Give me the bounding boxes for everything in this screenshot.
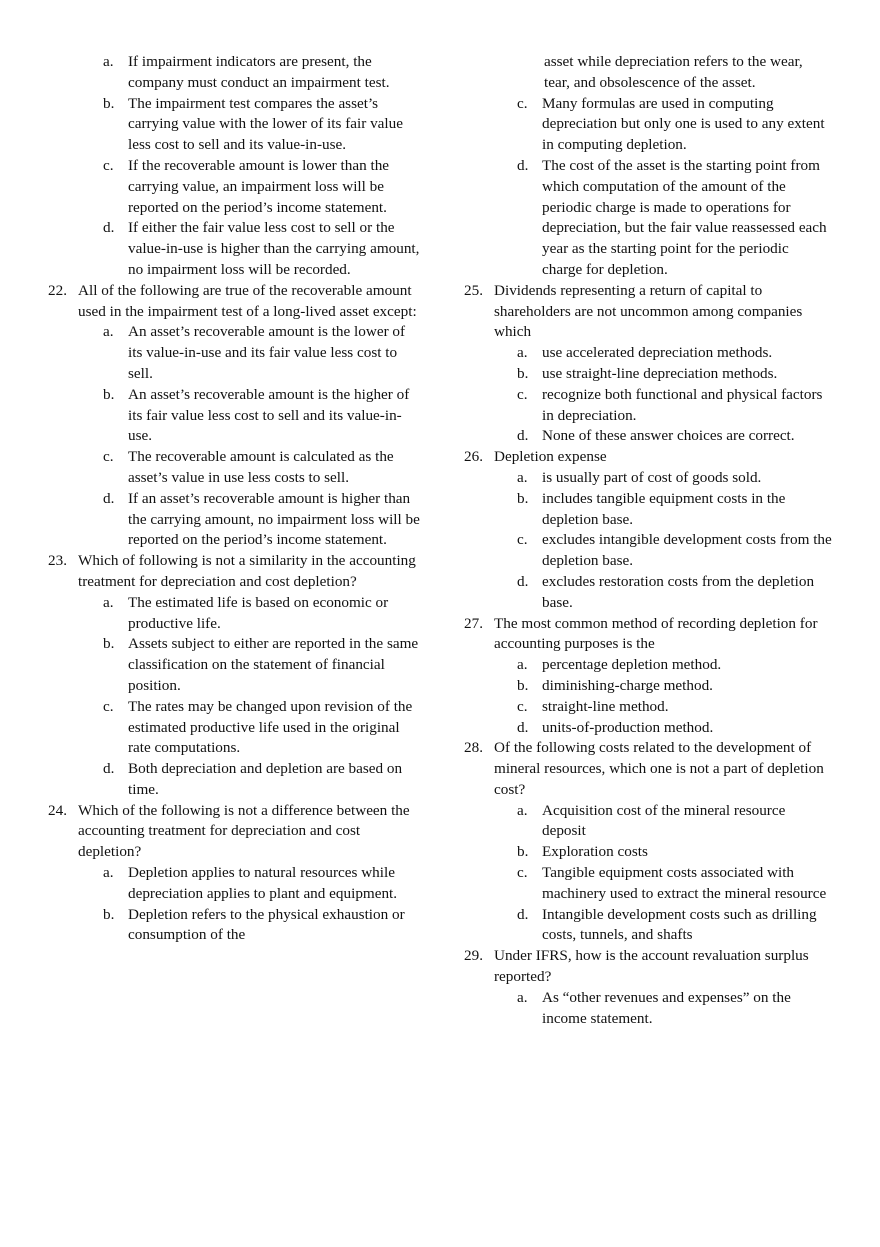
option-letter: b. bbox=[103, 905, 115, 923]
option-item bbox=[517, 676, 832, 697]
question-number: 28. bbox=[464, 739, 483, 757]
option-item bbox=[103, 489, 420, 551]
question-24 bbox=[48, 801, 420, 947]
q21-continued-options bbox=[48, 52, 420, 281]
option-letter: c. bbox=[517, 864, 528, 882]
option-text: As “other revenues and expenses” on the income statement. bbox=[542, 988, 791, 1027]
option-letter: a. bbox=[103, 323, 114, 341]
option-letter: d. bbox=[103, 760, 115, 778]
question-stem bbox=[464, 447, 832, 468]
option-item bbox=[517, 842, 832, 863]
option-letter: c. bbox=[517, 697, 528, 715]
option-text: Depletion applies to natural resources while depreciation applies to plant and equipment. bbox=[128, 864, 398, 902]
option-item bbox=[103, 447, 420, 489]
option-item bbox=[517, 718, 832, 739]
option-letter: a. bbox=[517, 468, 528, 486]
option-item bbox=[517, 364, 832, 385]
option-text: Tangible equipment costs associated with machinery used to extract the mineral resource bbox=[542, 864, 827, 902]
question-stem bbox=[464, 281, 832, 343]
option-list bbox=[464, 801, 832, 947]
question-number: 24. bbox=[48, 801, 67, 819]
option-letter: c. bbox=[103, 448, 114, 466]
question-number: 29. bbox=[464, 947, 483, 965]
option-text: excludes restoration costs from the depletion base. bbox=[542, 572, 815, 611]
option-list bbox=[48, 593, 420, 801]
option-letter: b. bbox=[517, 489, 529, 507]
option-item bbox=[517, 655, 832, 676]
right-column bbox=[464, 52, 832, 1029]
option-list bbox=[464, 343, 832, 447]
option-item bbox=[103, 759, 420, 801]
option-letter: c. bbox=[103, 697, 114, 715]
option-text: includes tangible equipment costs in the depletion base. bbox=[542, 489, 786, 528]
option-item bbox=[103, 322, 420, 384]
option-letter: c. bbox=[517, 531, 528, 549]
option-text: None of these answer choices are correct. bbox=[542, 427, 795, 445]
option-item bbox=[103, 697, 420, 759]
option-item bbox=[517, 156, 832, 281]
left-column bbox=[48, 52, 420, 946]
option-item bbox=[103, 385, 420, 447]
option-text: Both depreciation and depletion are based on time. bbox=[128, 760, 403, 798]
option-item bbox=[103, 905, 420, 947]
option-letter: c. bbox=[517, 385, 528, 403]
option-letter: d. bbox=[517, 905, 529, 923]
option-text: diminishing-charge method. bbox=[542, 676, 713, 694]
option-text: straight-line method. bbox=[542, 697, 669, 715]
option-letter: d. bbox=[517, 156, 529, 174]
option-letter: b. bbox=[103, 94, 115, 112]
option-text: Assets subject to either are reported in the same classification on the statement of financial position. bbox=[128, 635, 419, 694]
option-text: is usually part of cost of goods sold. bbox=[542, 468, 762, 486]
option-letter: a. bbox=[517, 344, 528, 362]
question-26 bbox=[464, 447, 832, 613]
option-letter: d. bbox=[103, 219, 115, 237]
option-item bbox=[517, 385, 832, 427]
option-list bbox=[464, 655, 832, 738]
option-text: The rates may be changed upon revision of the estimated productive life used in the original rate computations. bbox=[128, 697, 413, 757]
option-text: Acquisition cost of the mineral resource deposit bbox=[542, 801, 786, 840]
option-text: An asset’s recoverable amount is the lower of its value-in-use and its fair value less cost to sell. bbox=[128, 323, 406, 382]
question-text: Dividends representing a return of capital to shareholders are not uncommon among companies which bbox=[494, 281, 803, 341]
option-text: If an asset’s recoverable amount is higher than the carrying amount, no impairment loss will be reported on the period’s income statement. bbox=[128, 489, 420, 549]
question-27 bbox=[464, 614, 832, 739]
option-list bbox=[48, 863, 420, 946]
option-list bbox=[464, 468, 832, 614]
option-item bbox=[517, 697, 832, 718]
option-text: An asset’s recoverable amount is the higher of its fair value less cost to sell and its value-in-use. bbox=[128, 385, 410, 445]
option-text: The cost of the asset is the starting point from which computation of the amount of the periodic charge is made to operations for depreciation, but the fair value reassessed each year as the starting point for the periodic charge for depletion. bbox=[542, 156, 827, 278]
option-item bbox=[517, 343, 832, 364]
q24-continued-text: asset while depreciation refers to the wear, tear, and obsolescence of the asset. bbox=[544, 53, 803, 91]
option-item bbox=[103, 218, 420, 280]
option-letter: a. bbox=[517, 656, 528, 674]
question-number: 26. bbox=[464, 448, 483, 466]
question-stem bbox=[464, 738, 832, 800]
question-stem bbox=[48, 551, 420, 593]
option-text: use accelerated depreciation methods. bbox=[542, 344, 773, 362]
question-stem bbox=[464, 614, 832, 656]
option-letter: b. bbox=[517, 364, 529, 382]
option-item bbox=[517, 905, 832, 947]
question-text: Which of following is not a similarity in the accounting treatment for depreciation and cost depletion? bbox=[78, 552, 416, 590]
question-number: 25. bbox=[464, 281, 483, 299]
option-text: recognize both functional and physical factors in depreciation. bbox=[542, 385, 823, 424]
option-text: Many formulas are used in computing depreciation but only one is used to any extent in computing depletion. bbox=[542, 94, 825, 154]
question-25 bbox=[464, 281, 832, 447]
option-text: The impairment test compares the asset’s carrying value with the lower of its fair value less cost to sell and its value-in-use. bbox=[128, 94, 403, 154]
option-item bbox=[103, 634, 420, 696]
option-text: Exploration costs bbox=[542, 843, 648, 861]
question-28 bbox=[464, 738, 832, 946]
option-letter: a. bbox=[103, 864, 114, 882]
option-item bbox=[517, 572, 832, 614]
option-text: units-of-production method. bbox=[542, 718, 714, 736]
option-list bbox=[464, 988, 832, 1030]
option-letter: c. bbox=[517, 94, 528, 112]
option-text: use straight-line depreciation methods. bbox=[542, 364, 778, 382]
option-letter: b. bbox=[103, 635, 115, 653]
option-text: Depletion refers to the physical exhaustion or consumption of the bbox=[128, 905, 405, 944]
question-text: The most common method of recording depletion for accounting purposes is the bbox=[494, 614, 818, 653]
question-29 bbox=[464, 946, 832, 1029]
question-number: 22. bbox=[48, 281, 67, 299]
question-22 bbox=[48, 281, 420, 551]
option-item bbox=[517, 94, 832, 156]
option-letter: d. bbox=[103, 489, 115, 507]
option-list bbox=[48, 322, 420, 551]
option-text: The estimated life is based on economic or productive life. bbox=[128, 593, 389, 632]
option-text: If impairment indicators are present, the company must conduct an impairment test. bbox=[128, 53, 390, 91]
option-letter: b. bbox=[103, 385, 115, 403]
option-letter: a. bbox=[103, 53, 114, 70]
option-item bbox=[517, 489, 832, 531]
option-letter: d. bbox=[517, 718, 529, 736]
option-letter: b. bbox=[517, 676, 529, 694]
option-item bbox=[517, 801, 832, 843]
option-letter: b. bbox=[517, 843, 529, 861]
option-text: Intangible development costs such as drilling costs, tunnels, and shafts bbox=[542, 905, 817, 944]
option-item bbox=[517, 863, 832, 905]
question-stem bbox=[48, 801, 420, 863]
question-text: Under IFRS, how is the account revaluation surplus reported? bbox=[494, 947, 809, 986]
question-text: Of the following costs related to the development of mineral resources, which one is not a part of depletion cost? bbox=[494, 739, 824, 798]
option-item bbox=[103, 156, 420, 218]
option-text: The recoverable amount is calculated as the asset’s value in use less costs to sell. bbox=[128, 448, 394, 486]
option-text: If either the fair value less cost to sell or the value-in-use is higher than the carrying amount, no impairment loss will be recorded. bbox=[128, 219, 420, 278]
question-number: 23. bbox=[48, 552, 67, 570]
question-stem bbox=[48, 281, 420, 323]
option-item bbox=[103, 94, 420, 156]
option-item bbox=[103, 863, 420, 905]
question-text: Depletion expense bbox=[494, 448, 607, 466]
option-item bbox=[517, 468, 832, 489]
question-text: Which of the following is not a difference between the accounting treatment for depreciation and cost depletion? bbox=[78, 801, 410, 861]
option-text: excludes intangible development costs from the depletion base. bbox=[542, 531, 832, 570]
question-text: All of the following are true of the recoverable amount used in the impairment test of a long-lived asset except: bbox=[78, 281, 417, 320]
question-number: 27. bbox=[464, 614, 483, 632]
option-letter: a. bbox=[517, 801, 528, 819]
option-letter: d. bbox=[517, 572, 529, 590]
option-item bbox=[517, 426, 832, 447]
option-letter: a. bbox=[103, 593, 114, 611]
option-letter: d. bbox=[517, 427, 529, 445]
option-text: percentage depletion method. bbox=[542, 656, 722, 674]
option-letter: c. bbox=[103, 156, 114, 174]
q24-continued-options bbox=[464, 94, 832, 281]
question-23 bbox=[48, 551, 420, 801]
option-item bbox=[517, 988, 832, 1030]
option-text: If the recoverable amount is lower than the carrying value, an impairment loss will be reported on the period’s income statement. bbox=[128, 156, 390, 216]
option-item bbox=[103, 593, 420, 635]
option-item bbox=[103, 52, 420, 94]
option-item bbox=[517, 530, 832, 572]
option-letter: a. bbox=[517, 988, 528, 1006]
question-stem bbox=[464, 946, 832, 988]
